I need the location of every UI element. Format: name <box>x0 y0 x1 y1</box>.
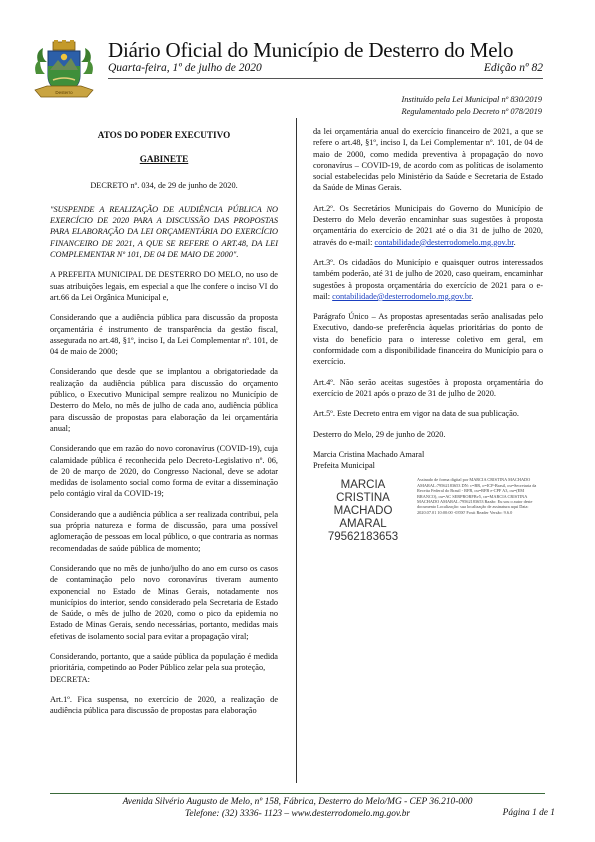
email-link[interactable]: contabilidade@desterrodomelo.mg.gov.br <box>374 237 514 247</box>
article-2: Art.2º. Os Secretários Municipais do Governo do Município de Desterro do Melo deverão encaminhar suas sugestões à proposta orçamentária do exercício de 2021 até o dia 31 de julho de 2020, através do e-mail: contabilidade@desterrodomelo.mg.gov.br. <box>313 203 543 247</box>
decree-ementa: "SUSPENDE A REALIZAÇÃO DE AUDIÊNCIA PÚBLICA NO EXERCÍCIO DE 2020 PARA A DISCUSSÃO DAS PROPOSTAS PARA ELABORAÇÃO DA LEI ORÇAMENTÁRIA DO EXERCÍCIO FINANCEIRO DE 2021, A QUE SE REFERE O ART.48, DA LEI COMPLEMENTAR Nº 101, DE 04 DE MAIO DE 2000". <box>50 204 278 260</box>
paragraph: da lei orçamentária anual do exercício financeiro de 2021, a que se refere o art.48, §1º, inciso I, da Lei Complementar nº. 101, de 04 de maio de 2000, como medida preventiva à propagação do novo coronavírus – COVID-19, de acordo com as políticas de isolamento social estabelecidas pelo Ministério da Saúde e Secretaria de Estado da Saúde de Minas Gerais. <box>313 127 543 193</box>
signer-role: Prefeita Municipal <box>313 461 375 471</box>
section-heading: ATOS DO PODER EXECUTIVO <box>97 130 231 140</box>
header-divider <box>108 78 543 79</box>
decreta-label: DECRETA: <box>50 674 90 684</box>
paragraph: Considerando que a audiência pública a ser realizada contribui, pela sua própria natureza e forma de discussão, para uma possível aglomeração de pessoas em local público, o que contraria as normas recomendadas de saúde pública de momento; <box>50 509 278 553</box>
footer-divider <box>50 793 545 794</box>
paragraph: Considerando, portanto, que a saúde pública da população é medida prioritária, competindo ao Poder Público zelar pela sua proteção, <box>50 651 278 673</box>
footer-address: Avenida Silvério Augusto de Melo, nº 158, Fábrica, Desterro do Melo/MG - CEP 36.210-000 <box>122 797 473 807</box>
seal-ribbon-text: Desterro <box>55 90 73 95</box>
paragraph: Considerando que no mês de junho/julho do ano em curso os casos de contaminação pelo novo coronavírus tiveram aumento exponencial no Estado de Minas Gerais, notadamente nos municípios do interior, sendo considerado pela Secretaria de Estado de Saúde, o mês de julho de 2020, como o pico da epidemia no Estado de Minas Gerais, sendo necessárias, portanto, medidas mais efetivas de isolamento social para evitar a propagação viral; <box>50 563 278 641</box>
signature-details: Assinado de forma digital por MARCIA CRISTINA MACHADO AMARAL:79562183653 DN: c=BR, o=ICP-Brasil, ou=Secretaria da Receita Federal do Brasil - RFB, ou=RFB e-CPF A3, ou=(EM BRANCO), ou=AC SERPRORFBv5, cn=MARCIA CRISTINA MACHADO AMARAL:79562183653 Razão: Eu sou o autor deste documento Localização: sua localização de assinatura aqui Data: 2020.07.01 10:00:00 -03'00' Foxit Reader Versão: 9.6.0 <box>417 477 537 515</box>
subsection-heading: GABINETE <box>139 154 189 165</box>
institution-notice <box>401 94 542 118</box>
municipal-coat-of-arms <box>33 40 95 102</box>
signer-name: Marcia Cristina Machado Amaral <box>313 449 425 459</box>
institution-decree: Regulamentado pelo Decreto nº 078/2019 <box>401 107 542 116</box>
signing-place-date: Desterro do Melo, 29 de junho de 2020. <box>313 429 446 439</box>
decree-title: DECRETO nº. 034, de 29 de junho de 2020. <box>90 180 238 190</box>
paragraph: Considerando que a audiência pública para discussão da proposta orçamentária é instrumento de transparência da gestão fiscal, assegurada no art.48, §1º, inciso I, da Lei Complementar nº. 101, de 04 de maio de 2000; <box>50 313 278 357</box>
article-2-text: Art.2º. Os Secretários Municipais do Governo do Município de Desterro do Melo deverão encaminhar suas sugestões à proposta orçamentária do exercício de 2021 até o dia 31 de julho de 2020, através do e-mail: <box>313 203 543 247</box>
issue-date: Quarta-feira, 1º de julho de 2020 <box>108 62 262 74</box>
paragraph: Considerando que em razão do novo coronavírus (COVID-19), cuja calamidade pública é reconhecida pelo Decreto-Legislativo nº. 06, de 20 de março de 2020, do Congresso Nacional, deve se adotar medidas de isolamento social como forma de evitar a disseminação pelo contágio viral da COVID-19; <box>50 444 278 499</box>
email-link[interactable]: contabilidade@desterrodomelo.mg.gov.br <box>332 291 472 301</box>
journal-title: Diário Oficial do Município de Desterro do Melo <box>108 38 514 62</box>
footer-contact: Telefone: (32) 3336- 1123 – www.desterrodomelo.mg.gov.br <box>184 809 411 819</box>
article-5: Art.5º. Este Decreto entra em vigor na data de sua publicação. <box>313 409 519 419</box>
institution-law: Instituído pela Lei Municipal nº 830/2019 <box>401 95 542 104</box>
edition-number: Edição nº 82 <box>483 62 543 74</box>
signature-name-line1: MARCIA CRISTINA <box>336 479 390 505</box>
sole-paragraph: Parágrafo Único – As propostas apresentadas serão analisadas pelo Executivo, dando-se preferência àquelas prioritárias do ponto de vista do benefício para o interesse coletivo em geral, em conformidade com a disponibilidade financeira do Município para o exercício. <box>313 312 543 367</box>
article-3-text: Art.3º. Os cidadãos do Município e quaisquer outros interessados também poderão, até 31 de julho de 2020, caso queiram, encaminhar sugestões à proposta orçamentária do exercício de 2021 para o e-mail: <box>313 257 543 301</box>
right-column <box>313 126 543 544</box>
article-1: Art.1º. Fica suspensa, no exercício de 2020, a realização de audiência pública para discussão de propostas para elaboração <box>50 694 278 716</box>
column-divider <box>296 118 297 783</box>
signature-number: 79562183653 <box>327 531 399 544</box>
left-column <box>50 126 278 725</box>
signature-name-line2: MACHADO AMARAL <box>333 505 393 531</box>
paragraph: Considerando que desde que se implantou a obrigatoriedade da realização da audiência pública para discussão do orçamento público, o Executivo Municipal sempre realizou no Município de Desterro do Melo, no mês de julho de cada ano, audiência pública para discussão de propostas para elaboração da lei orçamentária anual; <box>50 367 278 433</box>
paragraph: A PREFEITA MUNICIPAL DE DESTERRO DO MELO, no uso de suas atribuições legais, em especial a que lhe confere o inciso VI do art.66 da Lei Orgânica Municipal e, <box>50 270 278 302</box>
signature-stamp <box>313 479 413 544</box>
digital-signature <box>313 477 543 544</box>
page-number: Página 1 de 1 <box>502 808 555 818</box>
article-3: Art.3º. Os cidadãos do Município e quaisquer outros interessados também poderão, até 31 de julho de 2020, caso queiram, encaminhar sugestões à proposta orçamentária do exercício de 2021 para o e-mail: contabilidade@desterrodomelo.mg.gov.br. <box>313 257 543 301</box>
header-subline <box>108 62 543 82</box>
article-4: Art.4º. Não serão aceitas sugestões à proposta orçamentária do exercício de 2021 após o prazo de 31 de julho de 2020. <box>313 377 543 398</box>
